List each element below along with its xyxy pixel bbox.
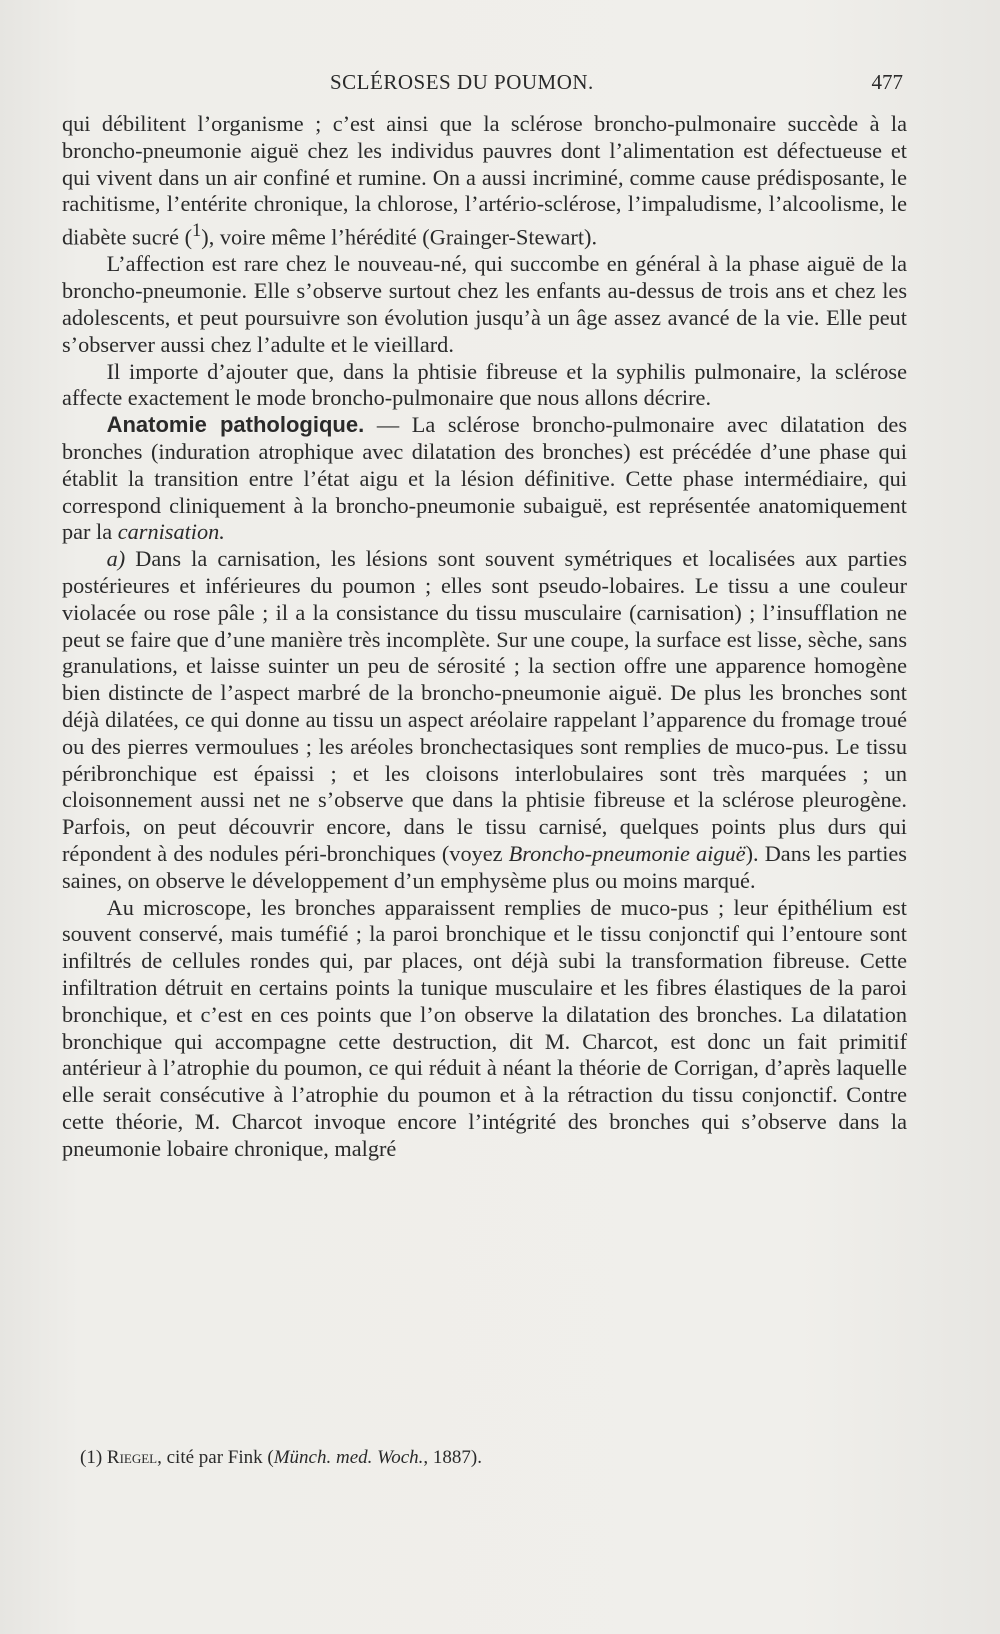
enumeration-marker: a) [106,546,126,572]
footnote-text: , cité par Fink ( [157,1447,274,1468]
paragraph-1 [62,111,907,251]
footnote [80,1446,900,1470]
footnote-journal: Münch. med. Woch. [273,1447,424,1468]
body-text [62,111,907,1163]
paragraph-1-text: qui débilitent l’organisme ; c’est ainsi que la sclérose broncho-pulmonaire succède à la broncho-pneumonie aiguë chez les individus pauvres dont l’alimentation est défectueuse et qui vivent dans un air confiné et rumine. On a aussi incriminé, comme cause prédisposante, le rachitisme, l’entérite chronique, la chlorose, l’artério-sclérose, l’impaludisme, l’alcoolisme, le diabète sucré ( [62,111,907,250]
footnote-author: Riegel [106,1447,158,1468]
footnote-marker: (1) [80,1447,103,1468]
paragraph-4 [62,412,907,546]
footnote-ref: 1 [192,220,202,242]
page-number: 477 [871,70,903,94]
running-title: SCLÉROSES DU POUMON. [330,70,594,94]
paragraph-5-end: ). Dans les parties saines, on observe le développement d’un emphysème plus ou moins marqué. [62,840,907,893]
paragraph-3: Il importe d’ajouter que, dans la phtisie fibreuse et la syphilis pulmonaire, la sclérose affecte exactement le mode broncho-pulmonaire que nous allons décrire. [62,358,907,411]
page-header [0,70,1000,104]
paragraph-4-term: carnisation. [117,519,225,545]
cross-reference: Broncho-pneumonie aiguë [508,840,746,866]
footnote-year: , 1887). [423,1447,482,1468]
paragraph-2: L’affection est rare chez le nouveau-né, qui succombe en général à la phase aiguë de la broncho-pneumonie. Elle s’observe surtout chez les enfants au-dessus de trois ans et chez les adolescents, et peut poursuivre son évolution jusqu’à un âge assez avancé de la vie. Elle peut s’observer aussi chez l’adulte et le vieillard. [62,251,907,357]
section-heading: Anatomie pathologique. [106,412,365,438]
paragraph-5 [62,546,907,894]
paragraph-5-text: Dans la carnisation, les lésions sont souvent symétriques et localisées aux parties postérieures et inférieures du poumon ; elles sont pseudo-lobaires. Le tissu a une couleur violacée ou rose pâle ; il a la consistance du tissu musculaire (carnisation) ; l’insufflation ne peut se faire que d’une manière très incomplète. Sur une coupe, la surface est lisse, sèche, sans granulations, et laisse suinter un peu de sérosité ; la section offre une apparence homogène bien distincte de l’aspect marbré de la broncho-pneumonie aiguë. De plus les bronches sont déjà dilatées, ce qui donne au tissu un aspect aréolaire rappelant l’apparence du fromage troué ou des pierres vermoulues ; les aréoles bronchectasiques sont remplies de muco-pus. Le tissu péribronchique est épaissi ; et les cloisons interlobulaires sont très marquées ; un cloisonnement aussi net ne s’observe que dans la phtisie fibreuse et la sclérose pleurogène. Parfois, on peut découvrir encore, dans le tissu carnisé, quelques points plus durs qui répondent à des nodules péri-bronchiques (voyez [62,546,907,866]
paragraph-1-end: ), voire même l’hérédité (Grainger-Stewart). [201,224,598,250]
paragraph-6: Au microscope, les bronches apparaissent remplies de muco-pus ; leur épithélium est souvent conservé, mais tuméfié ; la paroi bronchique et le tissu conjonctif qui l’entoure sont infiltrés de cellules rondes qui, par places, ont déjà subi la transformation fibreuse. Cette infiltration détruit en certains points la tunique musculaire et les fibres élastiques de la paroi bronchique, et c’est en ces points que l’on observe la dilatation des bronches. La dilatation bronchique qui accompagne cette destruction, dit M. Charcot, est donc un fait primitif antérieur à l’atrophie du poumon, ce qui réduit à néant la théorie de Corrigan, d’après laquelle elle serait consécutive à l’atrophie du poumon et à la rétraction du tissu conjonctif. Contre cette théorie, M. Charcot invoque encore l’intégrité des bronches qui s’observe dans la pneumonie lobaire chronique, malgré [62,894,907,1161]
paragraph-4-text: — La sclérose broncho-pulmonaire avec dilatation des bronches (induration atrophique avec dilatation des bronches) est précédée d’une phase qui établit la transition entre l’état aigu et la lésion définitive. Cette phase intermédiaire, qui correspond cliniquement à la broncho-pneumonie subaiguë, est représentée anatomiquement par la [62,412,907,545]
